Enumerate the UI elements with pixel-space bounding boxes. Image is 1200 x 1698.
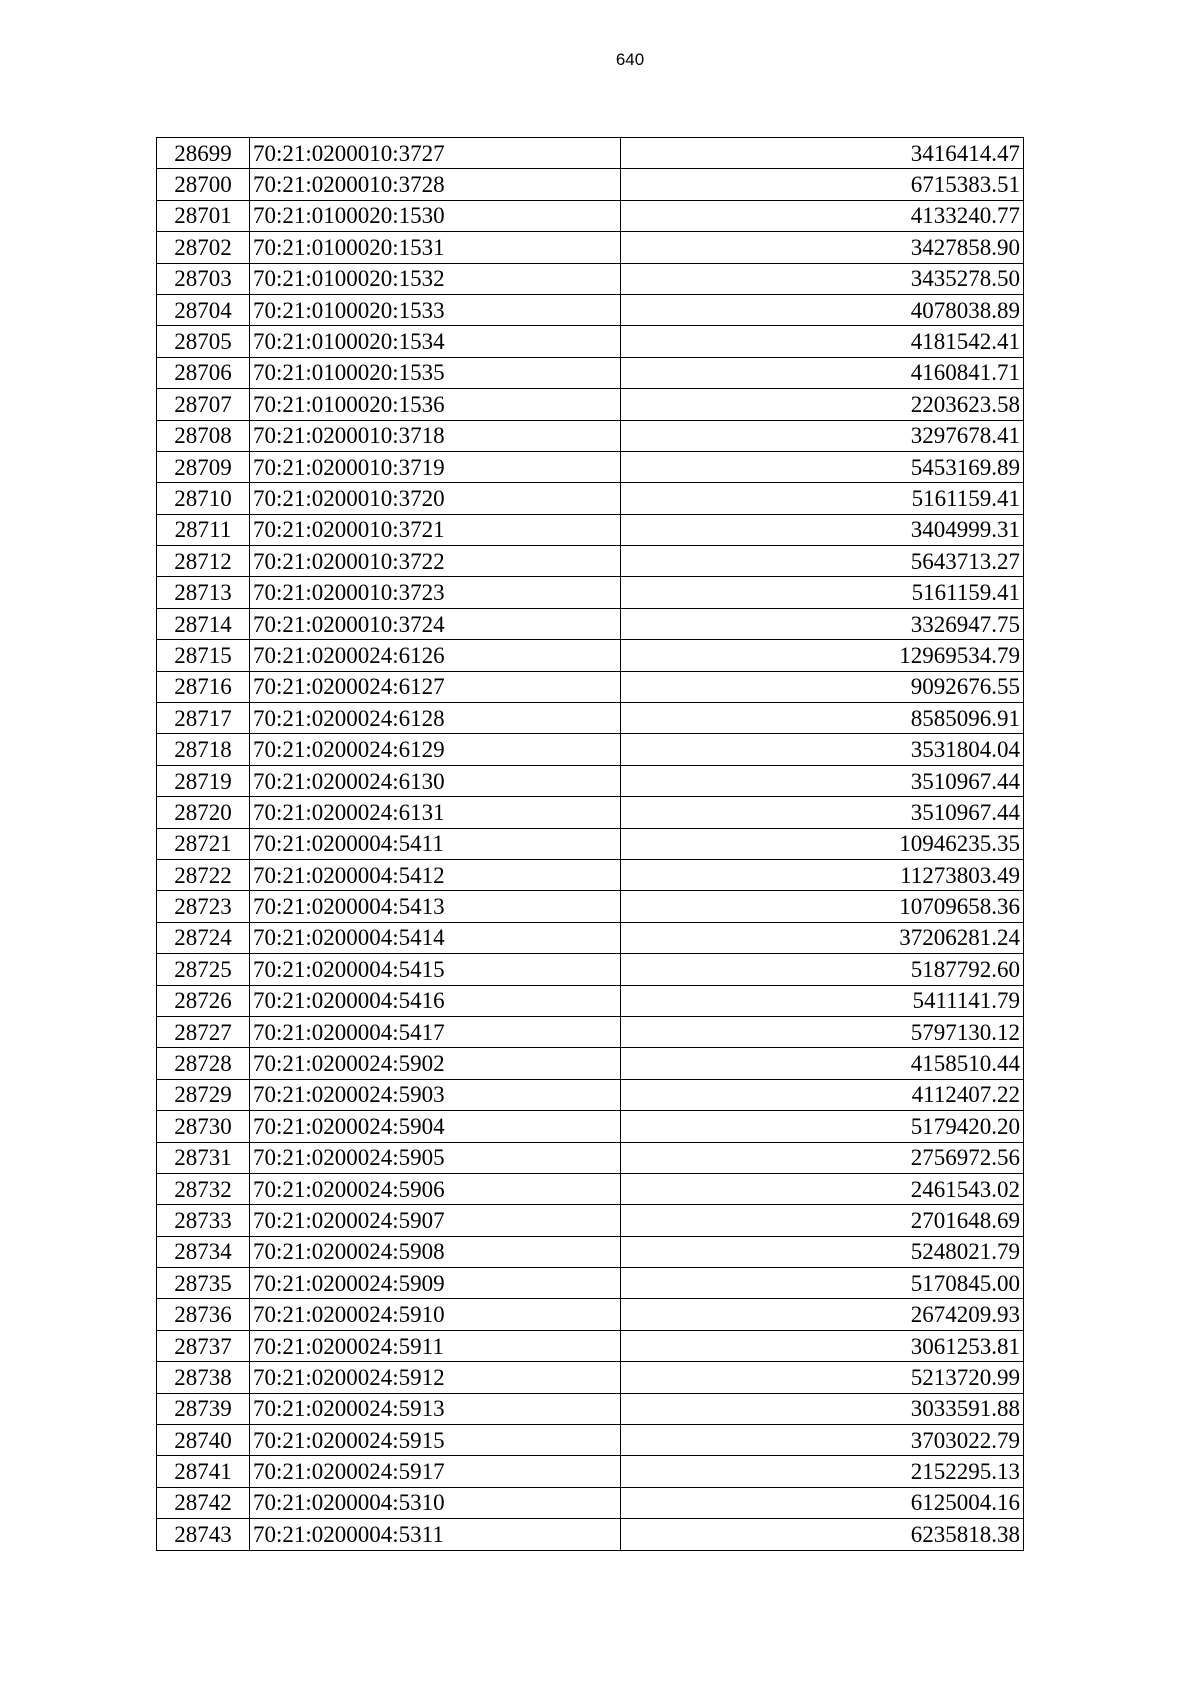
table-row [157,294,1024,325]
value-cell: 5643713.27 [621,546,1024,577]
table-row [157,1299,1024,1330]
page-number: 640 [615,50,645,69]
row-number-cell: 28731 [157,1142,250,1173]
value-cell: 3061253.81 [621,1330,1024,1361]
cadastral-number-cell: 70:21:0200024:6131 [250,797,621,828]
table-row [157,232,1024,263]
table-row [157,1111,1024,1142]
table-row [157,608,1024,639]
value-cell: 37206281.24 [621,922,1024,953]
row-number-cell: 28735 [157,1268,250,1299]
table-row [157,1362,1024,1393]
value-cell: 2152295.13 [621,1456,1024,1487]
table-row [157,1487,1024,1518]
table-row [157,1142,1024,1173]
row-number-cell: 28721 [157,828,250,859]
table-row [157,263,1024,294]
cadastral-number-cell: 70:21:0200024:5904 [250,1111,621,1142]
value-cell: 2756972.56 [621,1142,1024,1173]
table-row [157,514,1024,545]
row-number-cell: 28707 [157,389,250,420]
table-row [157,546,1024,577]
value-cell: 5187792.60 [621,954,1024,985]
value-cell: 9092676.55 [621,671,1024,702]
cadastral-number-cell: 70:21:0200010:3719 [250,451,621,482]
value-cell: 6235818.38 [621,1519,1024,1550]
value-cell: 3404999.31 [621,514,1024,545]
table-row [157,1268,1024,1299]
cadastral-number-cell: 70:21:0200010:3727 [250,138,621,169]
row-number-cell: 28738 [157,1362,250,1393]
cadastral-number-cell: 70:21:0100020:1531 [250,232,621,263]
row-number-cell: 28737 [157,1330,250,1361]
table-row [157,1425,1024,1456]
value-cell: 4133240.77 [621,200,1024,231]
cadastral-number-cell: 70:21:0200024:5905 [250,1142,621,1173]
value-cell: 5411141.79 [621,985,1024,1016]
row-number-cell: 28722 [157,859,250,890]
cadastral-number-cell: 70:21:0200010:3728 [250,169,621,200]
data-table [156,137,1024,1551]
table-row [157,1236,1024,1267]
row-number-cell: 28712 [157,546,250,577]
cadastral-number-cell: 70:21:0200024:5903 [250,1079,621,1110]
value-cell: 4181542.41 [621,326,1024,357]
table-row [157,797,1024,828]
cadastral-number-cell: 70:21:0100020:1534 [250,326,621,357]
row-number-cell: 28730 [157,1111,250,1142]
table-row [157,1173,1024,1204]
cadastral-number-cell: 70:21:0200024:6127 [250,671,621,702]
table-row [157,671,1024,702]
cadastral-number-cell: 70:21:0200024:5908 [250,1236,621,1267]
cadastral-number-cell: 70:21:0200010:3724 [250,608,621,639]
table-row [157,138,1024,169]
table-row [157,420,1024,451]
cadastral-number-cell: 70:21:0200024:5906 [250,1173,621,1204]
cadastral-number-cell: 70:21:0100020:1533 [250,294,621,325]
cadastral-number-cell: 70:21:0200004:5417 [250,1016,621,1047]
cadastral-number-cell: 70:21:0200010:3722 [250,546,621,577]
cadastral-number-cell: 70:21:0200004:5310 [250,1487,621,1518]
row-number-cell: 28717 [157,703,250,734]
row-number-cell: 28703 [157,263,250,294]
row-number-cell: 28702 [157,232,250,263]
row-number-cell: 28728 [157,1048,250,1079]
row-number-cell: 28716 [157,671,250,702]
table-row [157,1519,1024,1550]
value-cell: 4078038.89 [621,294,1024,325]
cadastral-number-cell: 70:21:0200010:3720 [250,483,621,514]
row-number-cell: 28733 [157,1205,250,1236]
cadastral-number-cell: 70:21:0200004:5414 [250,922,621,953]
value-cell: 12969534.79 [621,640,1024,671]
value-cell: 2461543.02 [621,1173,1024,1204]
table-row [157,765,1024,796]
cadastral-number-cell: 70:21:0200004:5311 [250,1519,621,1550]
value-cell: 10946235.35 [621,828,1024,859]
value-cell: 3435278.50 [621,263,1024,294]
cadastral-number-cell: 70:21:0200010:3718 [250,420,621,451]
cadastral-number-cell: 70:21:0100020:1530 [250,200,621,231]
value-cell: 2674209.93 [621,1299,1024,1330]
cadastral-number-cell: 70:21:0100020:1532 [250,263,621,294]
row-number-cell: 28711 [157,514,250,545]
cadastral-number-cell: 70:21:0200010:3723 [250,577,621,608]
row-number-cell: 28719 [157,765,250,796]
cadastral-number-cell: 70:21:0200024:6129 [250,734,621,765]
row-number-cell: 28743 [157,1519,250,1550]
value-cell: 4158510.44 [621,1048,1024,1079]
value-cell: 6715383.51 [621,169,1024,200]
value-cell: 5161159.41 [621,483,1024,514]
value-cell: 3703022.79 [621,1425,1024,1456]
row-number-cell: 28742 [157,1487,250,1518]
table-row [157,1048,1024,1079]
row-number-cell: 28724 [157,922,250,953]
row-number-cell: 28727 [157,1016,250,1047]
row-number-cell: 28723 [157,891,250,922]
value-cell: 5453169.89 [621,451,1024,482]
cadastral-number-cell: 70:21:0200004:5415 [250,954,621,985]
value-cell: 3427858.90 [621,232,1024,263]
value-cell: 5170845.00 [621,1268,1024,1299]
table-row [157,734,1024,765]
cadastral-number-cell: 70:21:0200024:5913 [250,1393,621,1424]
table-row [157,1393,1024,1424]
value-cell: 3510967.44 [621,797,1024,828]
value-cell: 11273803.49 [621,859,1024,890]
table-body [157,138,1024,1551]
table-row [157,922,1024,953]
value-cell: 3510967.44 [621,765,1024,796]
table-row [157,1456,1024,1487]
cadastral-number-cell: 70:21:0200004:5416 [250,985,621,1016]
value-cell: 5179420.20 [621,1111,1024,1142]
cadastral-number-cell: 70:21:0100020:1535 [250,357,621,388]
cadastral-number-cell: 70:21:0200024:5907 [250,1205,621,1236]
row-number-cell: 28736 [157,1299,250,1330]
table-row [157,1079,1024,1110]
row-number-cell: 28726 [157,985,250,1016]
value-cell: 2203623.58 [621,389,1024,420]
cadastral-number-cell: 70:21:0100020:1536 [250,389,621,420]
row-number-cell: 28709 [157,451,250,482]
cadastral-number-cell: 70:21:0200024:5911 [250,1330,621,1361]
table-row [157,985,1024,1016]
table-row [157,828,1024,859]
row-number-cell: 28710 [157,483,250,514]
value-cell: 10709658.36 [621,891,1024,922]
value-cell: 8585096.91 [621,703,1024,734]
row-number-cell: 28700 [157,169,250,200]
cadastral-number-cell: 70:21:0200024:5912 [250,1362,621,1393]
row-number-cell: 28713 [157,577,250,608]
table-row [157,1016,1024,1047]
table-row [157,1330,1024,1361]
cadastral-number-cell: 70:21:0200024:5910 [250,1299,621,1330]
row-number-cell: 28741 [157,1456,250,1487]
row-number-cell: 28706 [157,357,250,388]
table-row [157,483,1024,514]
table-row [157,389,1024,420]
value-cell: 3297678.41 [621,420,1024,451]
value-cell: 5161159.41 [621,577,1024,608]
table-row [157,326,1024,357]
value-cell: 5797130.12 [621,1016,1024,1047]
cadastral-number-cell: 70:21:0200024:5902 [250,1048,621,1079]
table-row [157,577,1024,608]
row-number-cell: 28704 [157,294,250,325]
cadastral-number-cell: 70:21:0200024:5917 [250,1456,621,1487]
row-number-cell: 28729 [157,1079,250,1110]
row-number-cell: 28708 [157,420,250,451]
value-cell: 2701648.69 [621,1205,1024,1236]
cadastral-number-cell: 70:21:0200004:5412 [250,859,621,890]
row-number-cell: 28714 [157,608,250,639]
value-cell: 3531804.04 [621,734,1024,765]
value-cell: 3326947.75 [621,608,1024,639]
row-number-cell: 28725 [157,954,250,985]
row-number-cell: 28705 [157,326,250,357]
cadastral-number-cell: 70:21:0200004:5413 [250,891,621,922]
cadastral-number-cell: 70:21:0200024:5909 [250,1268,621,1299]
row-number-cell: 28701 [157,200,250,231]
row-number-cell: 28739 [157,1393,250,1424]
table-row [157,169,1024,200]
table-row [157,200,1024,231]
table-row [157,1205,1024,1236]
cadastral-number-cell: 70:21:0200024:6128 [250,703,621,734]
value-cell: 4112407.22 [621,1079,1024,1110]
row-number-cell: 28715 [157,640,250,671]
cadastral-number-cell: 70:21:0200004:5411 [250,828,621,859]
table-row [157,640,1024,671]
cadastral-number-cell: 70:21:0200024:6126 [250,640,621,671]
row-number-cell: 28699 [157,138,250,169]
table-row [157,859,1024,890]
value-cell: 5248021.79 [621,1236,1024,1267]
row-number-cell: 28732 [157,1173,250,1204]
table-row [157,891,1024,922]
row-number-cell: 28720 [157,797,250,828]
row-number-cell: 28740 [157,1425,250,1456]
row-number-cell: 28718 [157,734,250,765]
table-row [157,451,1024,482]
value-cell: 5213720.99 [621,1362,1024,1393]
value-cell: 6125004.16 [621,1487,1024,1518]
table-row [157,703,1024,734]
value-cell: 4160841.71 [621,357,1024,388]
value-cell: 3033591.88 [621,1393,1024,1424]
table-row [157,357,1024,388]
cadastral-number-cell: 70:21:0200024:5915 [250,1425,621,1456]
cadastral-number-cell: 70:21:0200024:6130 [250,765,621,796]
table-row [157,954,1024,985]
value-cell: 3416414.47 [621,138,1024,169]
cadastral-number-cell: 70:21:0200010:3721 [250,514,621,545]
row-number-cell: 28734 [157,1236,250,1267]
